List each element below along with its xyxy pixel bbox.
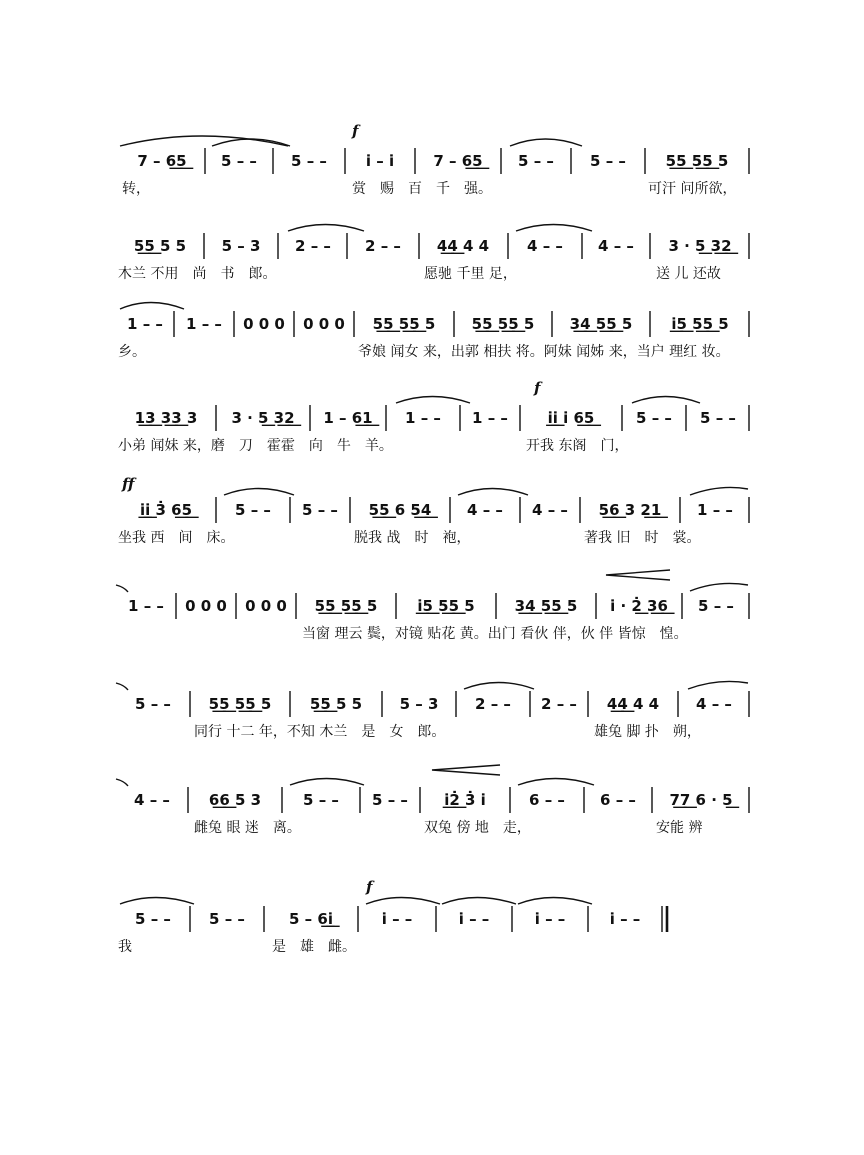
lyric-text: 著我 旧 时 裳。	[584, 530, 701, 546]
slur	[690, 487, 748, 495]
dynamic-mark: f	[534, 379, 541, 397]
measure: 4 – –	[134, 791, 170, 809]
measure: 4 – –	[598, 237, 634, 255]
measure: 1 – –	[697, 501, 733, 519]
crescendo-hairpin	[432, 765, 500, 775]
measure: i̇͟i̇͟ 3̇ 6͟5͟	[139, 501, 193, 519]
measure: 5 – –	[291, 152, 327, 170]
lyric-text: 愿驰 千里 足，	[424, 266, 517, 282]
measure: 5͟5͟ 5͟5͟ 5	[208, 695, 272, 713]
measure: 6 – –	[600, 791, 636, 809]
lyric-text: 安能 辨	[656, 820, 703, 836]
slur	[288, 225, 364, 232]
measure: 5 – –	[135, 695, 171, 713]
dynamic-mark: f	[352, 122, 359, 140]
measure: i̇ · 2̇͟ 3͟6͟	[610, 597, 668, 615]
lyric-text: 小弟 闻妹 来，磨 刀 霍霍 向 牛 羊。	[118, 438, 393, 454]
measure: i̇͟5͟ 5͟5͟ 5	[671, 315, 729, 333]
slur	[212, 139, 290, 146]
slur	[510, 139, 582, 146]
slur	[690, 583, 748, 591]
measure: 5 – 6͟i̇͟	[289, 910, 333, 928]
measure: 7 – 6͟5͟	[137, 152, 187, 170]
measure: 5 – –	[372, 791, 408, 809]
measure: 4 – –	[527, 237, 563, 255]
measure: i̇͟i̇͟ i̇ 6͟5͟	[547, 409, 595, 427]
measure: 5 – –	[235, 501, 271, 519]
measure: 0 0 0	[303, 315, 345, 333]
slur	[120, 136, 288, 146]
lyric-text: 赏 赐 百 千 强。	[352, 181, 492, 197]
slur	[224, 489, 294, 496]
measure: i̇ – –	[381, 910, 413, 928]
lyric-text: 木兰 不用 尚 书 郎。	[118, 266, 277, 282]
measure: 1 – –	[128, 597, 164, 615]
measure: 2 – –	[475, 695, 511, 713]
measure: 0 0 0	[243, 315, 285, 333]
measure: 5 – –	[636, 409, 672, 427]
dynamic-mark: ff	[122, 475, 135, 493]
measure: 0 0 0	[185, 597, 227, 615]
measure: 5 – –	[135, 910, 171, 928]
measure: 1 – –	[405, 409, 441, 427]
measure: 1 – –	[472, 409, 508, 427]
measure: 4͟4͟ 4 4	[606, 695, 660, 713]
measure: i̇͟2̇͟ 3̇ i̇	[444, 791, 486, 809]
slur	[518, 898, 592, 905]
dynamic-mark: f	[366, 878, 373, 896]
lyric-text: 开我 东阁 门，	[526, 438, 629, 454]
measure: 1 – –	[127, 315, 163, 333]
lyric-text: 我	[118, 939, 132, 955]
measure: 2 – –	[365, 237, 401, 255]
lyric-text: 转，	[122, 181, 150, 197]
slur	[632, 397, 700, 404]
lyric-text: 双兔 傍 地 走，	[424, 820, 531, 836]
measure: 5 – 3	[221, 237, 261, 255]
measure: 1 – 6͟1͟	[323, 409, 373, 427]
measure: 2 – –	[295, 237, 331, 255]
measure: 6͟6͟ 5 3	[208, 791, 262, 809]
measure: 5 – –	[209, 910, 245, 928]
measure: 5͟5͟ 5͟5͟ 5	[665, 152, 729, 170]
slur	[120, 898, 194, 905]
measure: 5͟6͟ 3 2͟1͟	[598, 501, 662, 519]
measure: 5 – –	[698, 597, 734, 615]
measure: 5͟5͟ 5 5	[309, 695, 363, 713]
measure: i̇͟5͟ 5͟5͟ 5	[417, 597, 475, 615]
lyric-text: 脱我 战 时 袍，	[354, 530, 471, 546]
measure: i̇ – –	[609, 910, 641, 928]
measure: 0 0 0	[245, 597, 287, 615]
lyric-text: 雄兔 脚 扑 朔，	[594, 724, 701, 740]
slur	[366, 898, 440, 905]
slur	[458, 489, 528, 496]
lyric-text: 是 雄 雌。	[272, 939, 356, 955]
measure: 4͟4͟ 4 4	[436, 237, 490, 255]
measure: i̇ – –	[534, 910, 566, 928]
measure: 6 – –	[529, 791, 565, 809]
measure: 4 – –	[532, 501, 568, 519]
measure: 7 – 6͟5͟	[433, 152, 483, 170]
measure: i̇ – i̇	[365, 152, 395, 170]
crescendo-hairpin	[606, 570, 670, 580]
measure: 5 – –	[518, 152, 554, 170]
slur	[518, 779, 594, 786]
slur	[396, 397, 470, 404]
slur	[688, 681, 748, 689]
slur	[120, 303, 184, 310]
measure: 5 – –	[303, 791, 339, 809]
slur	[116, 683, 128, 690]
lyric-text: 送 儿 还故	[656, 266, 721, 282]
lyric-text: 坐我 西 间 床。	[118, 530, 235, 546]
measure: 5͟5͟ 5 5	[133, 237, 187, 255]
measure: 5͟5͟ 5͟5͟ 5	[471, 315, 535, 333]
measure: i̇ – –	[458, 910, 490, 928]
measure: 4 – –	[467, 501, 503, 519]
measure: 5͟5͟ 6 5͟4͟	[368, 501, 432, 519]
measure: 5͟5͟ 5͟5͟ 5	[372, 315, 436, 333]
measure: 1͟3͟ 3͟3͟ 3	[134, 409, 198, 427]
lyric-text: 当窗 理云 鬓，对镜 贴花 黄。出门 看伙 伴，伙 伴 皆惊 惶。	[302, 626, 688, 642]
slur	[116, 779, 128, 786]
measure: 5 – –	[700, 409, 736, 427]
measure: 5͟5͟ 5͟5͟ 5	[314, 597, 378, 615]
slur	[516, 225, 592, 232]
measure: 4 – –	[696, 695, 732, 713]
lyric-text: 乡。	[118, 344, 146, 360]
measure: 5 – –	[302, 501, 338, 519]
measure: 3 · 5͟ 3͟2͟	[231, 409, 295, 427]
measure: 3͟4͟ 5͟5͟ 5	[514, 597, 578, 615]
lyric-text: 爷娘 闻女 来，出郭 相扶 将。阿妹 闻姊 来，当户 理红 妆。	[358, 344, 730, 360]
measure: 5 – 3	[399, 695, 439, 713]
slur	[116, 585, 128, 592]
measure: 3͟4͟ 5͟5͟ 5	[569, 315, 633, 333]
measure: 7͟7͟ 6 · 5͟	[669, 791, 733, 809]
lyric-text: 同行 十二 年，不知 木兰 是 女 郎。	[194, 724, 446, 740]
slur	[290, 779, 364, 786]
slur	[442, 898, 516, 905]
slur	[464, 683, 534, 690]
measure: 1 – –	[186, 315, 222, 333]
measure: 3 · 5͟ 3͟2͟	[668, 237, 732, 255]
measure: 2 – –	[541, 695, 577, 713]
measure: 5 – –	[590, 152, 626, 170]
measure: 5 – –	[221, 152, 257, 170]
lyric-text: 雌兔 眼 迷 离。	[194, 820, 301, 836]
lyric-text: 可汗 问所欲，	[648, 181, 737, 197]
